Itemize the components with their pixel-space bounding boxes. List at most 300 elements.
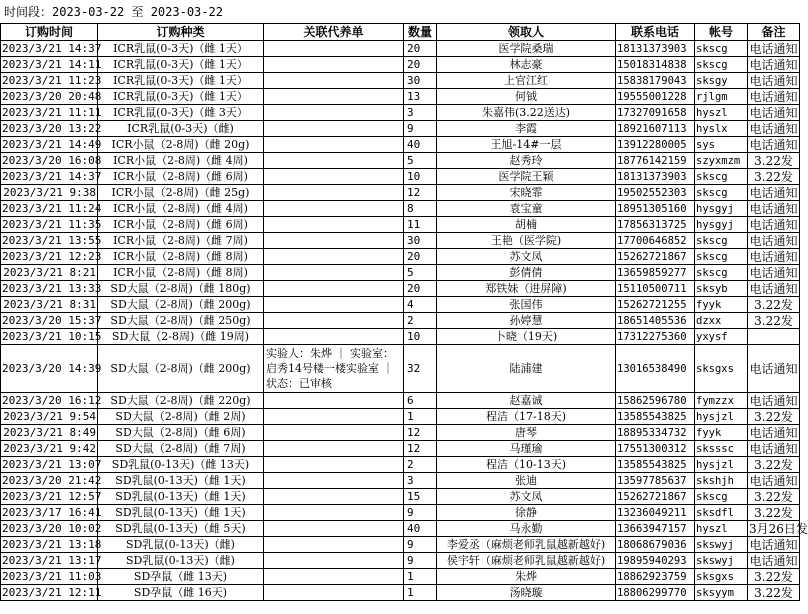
cell-phone: 19502552303 [616,185,695,201]
table-row [1,425,800,441]
cell-order-time: 2023/3/21 13:17 [2,553,102,567]
table-row [1,489,800,505]
cell-account: hysgyj [695,201,748,217]
table-row [1,121,800,137]
cell-related-order [264,121,404,137]
cell-quantity: 5 [404,153,437,169]
cell-related-order [264,249,404,265]
cell-related-order: 实验人：朱烨 ｜ 实验室：启秀14号楼一楼实验室 ｜ 状态：已审核 [264,345,404,393]
header-account: 帐号 [695,24,748,41]
cell-note: 电话通知 [749,57,798,72]
cell-order-time: 2023/3/20 15:37 [2,313,102,327]
cell-order-kind: SD孕鼠（雌 13天) [98,569,264,585]
cell-phone: 13585543825 [616,409,695,425]
cell-quantity: 11 [404,217,437,233]
table-row [1,537,800,553]
cell-order-kind: SD大鼠（2-8周)（雌 180g) [98,281,264,297]
cell-order-kind: SD乳鼠(0-13天)（雌 1天) [98,473,264,489]
cell-account: sksssc [695,441,748,457]
cell-related-order [264,233,404,249]
cell-phone: 19895940293 [616,553,695,569]
cell-quantity: 2 [404,313,437,329]
header-quantity: 数量 [404,24,437,41]
cell-account: rjlgm [695,89,748,105]
cell-note: 电话通知 [749,249,798,264]
cell-order-kind: SD大鼠（2-8周)（雌 220g) [98,393,264,409]
cell-quantity: 32 [404,345,437,393]
cell-account: skscg [695,41,748,57]
cell-phone: 18068679036 [616,537,695,553]
cell-receiver: 郑铁妹（进屏障) [437,281,616,297]
cell-receiver: 马永勤 [437,521,616,537]
cell-account: skscg [695,489,748,505]
cell-note: 电话通知 [749,393,798,408]
cell-note: 3.22发 [748,153,800,169]
cell-quantity: 30 [404,233,437,249]
cell-quantity: 20 [404,249,437,265]
cell-note: 电话通知 [749,41,798,56]
cell-order-time: 2023/3/21 8:49 [1,425,98,441]
table-row [1,441,800,457]
cell-account: skscg [695,185,748,201]
cell-order-time: 2023/3/21 9:54 [1,409,98,425]
cell-order-time: 2023/3/20 13:22 [2,121,102,135]
cell-phone: 18895334732 [616,425,695,441]
cell-order-kind: SD大鼠（2-8周)（雌 7周) [98,441,264,457]
cell-phone: 13585543825 [616,457,695,473]
cell-order-time: 2023/3/21 12:23 [2,249,102,263]
table-row [1,409,800,425]
cell-related-order [264,281,404,297]
cell-account: yxysf [695,329,748,345]
cell-note: 电话通知 [749,121,798,136]
cell-account: fymzzx [695,393,748,409]
table-row [1,473,800,489]
cell-order-kind: ICR乳鼠(0-3天)（雌 1天） [98,41,264,57]
cell-order-time: 2023/3/20 20:48 [2,89,102,103]
cell-receiver: 苏文凤 [437,249,616,265]
table-row [1,569,800,585]
table-row [1,153,800,169]
cell-note: 3.22发 [748,457,800,473]
cell-order-time: 2023/3/21 13:33 [2,281,102,295]
table-row [1,585,800,601]
cell-related-order [264,585,404,601]
cell-related-order [264,41,404,57]
cell-quantity: 1 [404,569,437,585]
cell-receiver: 程洁（10-13天) [437,457,616,473]
cell-order-kind: ICR小鼠（2-8周)（雌 6周) [98,217,264,233]
cell-phone: 17700646852 [616,233,695,249]
cell-phone: 15862596780 [616,393,695,409]
cell-account: hyszl [695,105,748,121]
cell-order-kind: SD大鼠（2-8周)（雌 200g) [98,345,264,393]
cell-account: sksgxs [695,345,748,393]
cell-note: 电话通知 [749,473,798,488]
cell-note: 电话通知 [749,185,798,200]
table-row [1,169,800,185]
cell-quantity: 12 [404,441,437,457]
cell-order-kind: ICR小鼠（2-8周)（雌 7周) [98,233,264,249]
cell-phone: 13016538490 [616,345,695,393]
cell-order-time: 2023/3/21 9:42 [1,441,98,457]
table-row [1,41,800,57]
cell-note: 3.22发 [748,297,800,313]
cell-order-kind: ICR小鼠（2-8周)（雌 8周) [98,265,264,281]
cell-quantity: 40 [404,521,437,537]
cell-note: 3.22发 [748,313,800,329]
cell-account: hysjzl [695,457,748,473]
cell-order-time: 2023/3/21 11:35 [2,217,102,231]
cell-quantity: 20 [404,41,437,57]
cell-quantity: 20 [404,57,437,73]
cell-account: sksgxs [695,569,748,585]
cell-order-kind: ICR乳鼠(0-3天)（雌 1天） [98,57,264,73]
cell-receiver: 程洁（17-18天) [437,409,616,425]
cell-account: sys [695,137,748,153]
table-row [1,57,800,73]
cell-order-kind: ICR小鼠（2-8周)（雌 8周) [98,249,264,265]
cell-order-kind: ICR小鼠（2-8周)（雌 25g) [98,185,264,201]
cell-related-order [264,553,404,569]
cell-receiver: 张迪 [437,473,616,489]
cell-order-kind: SD乳鼠(0-13天)（雌) [98,553,264,569]
cell-receiver: 朱嘉伟(3.22送达) [437,105,616,121]
table-row [1,233,800,249]
cell-account: sksyym [695,585,748,601]
cell-account: skscg [695,233,748,249]
table-row [1,265,800,281]
table-row [1,297,800,313]
cell-related-order [264,457,404,473]
cell-quantity: 12 [404,185,437,201]
cell-phone: 15262721255 [616,297,695,313]
table-row [1,105,800,121]
cell-related-order [264,425,404,441]
cell-phone: 18921607113 [616,121,695,137]
cell-order-time: 2023/3/21 14:49 [2,137,102,151]
cell-note: 电话通知 [749,217,798,232]
cell-order-time: 2023/3/21 11:11 [2,105,102,119]
cell-related-order [264,441,404,457]
cell-related-order [264,505,404,521]
cell-order-time: 2023/3/21 13:18 [2,537,102,551]
cell-quantity: 1 [404,409,437,425]
cell-order-kind: ICR乳鼠(0-3天)（雌 1天） [98,89,264,105]
table-header-row [1,24,800,41]
cell-related-order [264,57,404,73]
cell-note: 3.22发 [748,169,800,185]
cell-account: skshjh [695,473,748,489]
cell-related-order [264,489,404,505]
cell-order-kind: SD大鼠（2-8周)（雌 200g) [98,297,264,313]
cell-quantity: 10 [404,329,437,345]
cell-order-time: 2023/3/21 11:23 [2,73,102,87]
table-row [1,505,800,521]
cell-order-time: 2023/3/20 16:08 [2,153,102,167]
cell-quantity: 30 [404,73,437,89]
cell-phone: 13663947157 [616,521,695,537]
cell-note: 电话通知 [749,233,798,248]
cell-quantity: 3 [404,105,437,121]
cell-related-order [264,137,404,153]
cell-account: fyyk [695,425,748,441]
cell-receiver: 医学院王颖 [437,169,616,185]
header-order-time: 订购时间 [1,24,98,41]
cell-note: 电话通知 [749,281,798,296]
cell-phone: 15018314838 [616,57,695,73]
cell-quantity: 10 [404,169,437,185]
cell-related-order [264,569,404,585]
cell-related-order [264,409,404,425]
cell-phone: 15262721867 [616,489,695,505]
cell-receiver: 陆浦建 [437,345,616,393]
cell-receiver: 朱烨 [437,569,616,585]
table-row [1,521,800,537]
cell-order-kind: SD乳鼠(0-13天)（雌 1天) [98,505,264,521]
cell-account: skscg [695,249,748,265]
cell-phone: 18131373903 [616,41,695,57]
cell-quantity: 15 [404,489,437,505]
cell-receiver: 徐静 [437,505,616,521]
cell-phone: 18131373903 [616,169,695,185]
cell-phone: 18651405536 [616,313,695,329]
cell-quantity: 20 [404,281,437,297]
header-order-kind: 订购种类 [98,24,264,41]
table-row [1,201,800,217]
table-row [1,553,800,569]
cell-receiver: 苏文凤 [437,489,616,505]
cell-receiver: 袁宝童 [437,201,616,217]
cell-phone: 18951305160 [616,201,695,217]
cell-receiver: 卜晓（19天) [437,329,616,345]
cell-order-time: 2023/3/21 14:11 [2,57,102,71]
cell-order-kind: SD乳鼠(0-13天)（雌 5天) [98,521,264,537]
cell-phone: 19555001228 [616,89,695,105]
cell-note: 电话通知 [749,137,798,152]
cell-receiver: 何钺 [437,89,616,105]
cell-order-time: 2023/3/21 9:38 [1,185,98,201]
cell-phone: 18776142159 [616,153,695,169]
cell-note: 3.22发 [748,409,800,425]
cell-phone: 17551300312 [616,441,695,457]
cell-account: hysjzl [695,409,748,425]
cell-account: hyslx [695,121,748,137]
cell-order-time: 2023/3/21 13:55 [2,233,102,247]
cell-order-time: 2023/3/21 11:24 [2,201,102,215]
cell-order-kind: ICR小鼠（2-8周)（雌 20g) [98,137,264,153]
cell-quantity: 13 [404,89,437,105]
cell-order-time: 2023/3/20 14:39 [1,345,98,393]
cell-order-time: 2023/3/21 8:21 [1,265,98,281]
cell-account: skscg [695,57,748,73]
header-note: 备注 [748,24,800,41]
cell-note: 电话通知 [749,441,798,456]
cell-quantity: 3 [404,473,437,489]
cell-note: 电话通知 [749,201,798,216]
table-row [1,281,800,297]
cell-note: 3.22发 [748,585,800,601]
cell-order-time: 2023/3/21 8:31 [1,297,98,313]
cell-related-order [264,105,404,121]
cell-order-kind: SD乳鼠(0-13天)（雌 13天) [98,457,264,473]
cell-receiver: 赵嘉诚 [437,393,616,409]
cell-order-time: 2023/3/21 14:37 [2,169,102,183]
cell-account: hyszl [695,521,748,537]
cell-account: hysgyj [695,217,748,233]
cell-order-kind: SD大鼠（2-8周)（雌 6周) [98,425,264,441]
cell-account: fyyk [695,297,748,313]
cell-phone: 15838179043 [616,73,695,89]
order-table [0,23,808,601]
cell-account: skswyj [695,553,748,569]
table-row [1,249,800,265]
cell-phone: 18806299770 [616,585,695,601]
cell-related-order [264,217,404,233]
cell-receiver: 宋晓霏 [437,185,616,201]
cell-order-kind: ICR乳鼠(0-3天)（雌 1天） [98,73,264,89]
cell-quantity: 9 [404,505,437,521]
cell-quantity: 5 [404,265,437,281]
cell-note: 3.22发 [748,489,800,505]
cell-note: 电话通知 [749,537,798,552]
cell-order-kind: ICR小鼠（2-8周)（雌 4周) [98,153,264,169]
cell-related-order [264,297,404,313]
cell-receiver: 上官江红 [437,73,616,89]
cell-receiver: 医学院桑瑞 [437,41,616,57]
cell-order-kind: SD大鼠（2-8周)（雌 2周) [98,409,264,425]
cell-order-kind: ICR小鼠（2-8周)（雌 4周) [98,201,264,217]
cell-related-order [264,89,404,105]
cell-order-kind: SD孕鼠（雌 16天) [98,585,264,601]
cell-order-time: 2023/3/21 12:57 [2,489,102,503]
cell-account: skscg [695,265,748,281]
cell-quantity: 12 [404,425,437,441]
cell-receiver: 王艳（医学院) [437,233,616,249]
cell-related-order [264,201,404,217]
cell-account: szyxmzm [695,153,748,169]
cell-order-kind: ICR小鼠（2-8周)（雌 6周) [98,169,264,185]
cell-quantity: 9 [404,537,437,553]
cell-quantity: 8 [404,201,437,217]
cell-note: 电话通知 [749,105,798,120]
header-receiver: 领取人 [437,24,616,41]
cell-quantity: 40 [404,137,437,153]
cell-phone: 15262721867 [616,249,695,265]
cell-order-time: 2023/3/21 10:15 [2,329,102,343]
cell-related-order [264,313,404,329]
cell-receiver: 李霞 [437,121,616,137]
table-row [1,393,800,409]
cell-related-order [264,153,404,169]
cell-receiver: 林志豪 [437,57,616,73]
cell-phone: 13912280005 [616,137,695,153]
cell-order-kind: SD乳鼠(0-13天)（雌) [98,537,264,553]
cell-receiver: 张国伟 [437,297,616,313]
cell-quantity: 1 [404,585,437,601]
cell-order-kind: SD大鼠（2-8周)（雌 19周) [98,329,264,345]
cell-receiver: 赵秀玲 [437,153,616,169]
cell-phone: 13659859277 [616,265,695,281]
header-related-order: 关联代养单 [264,24,404,41]
cell-order-time: 2023/3/21 11:03 [2,569,102,583]
cell-related-order [264,393,404,409]
header-phone: 联系电话 [616,24,695,41]
cell-related-order [264,73,404,89]
cell-phone: 17312275360 [616,329,695,345]
cell-phone: 18862923759 [616,569,695,585]
cell-phone: 17327091658 [616,105,695,121]
cell-order-time: 2023/3/21 13:07 [2,457,102,471]
cell-quantity: 9 [404,121,437,137]
cell-order-kind: SD乳鼠(0-13天)（雌 1天) [98,489,264,505]
cell-account: sksyb [695,281,748,297]
cell-receiver: 马瑾瑜 [437,441,616,457]
cell-receiver: 李爱丞（麻烦老师乳鼠越新越好) [437,537,616,553]
time-period-label: 时间段：2023-03-22 至 2023-03-22 [4,5,223,19]
cell-account: dzxx [695,313,748,329]
table-row [1,73,800,89]
cell-receiver: 孙婷慧 [437,313,616,329]
table-row [1,137,800,153]
cell-receiver: 侯宇轩（麻烦老师乳鼠越新越好) [437,553,616,569]
cell-receiver: 王旭-14#一层 [437,137,616,153]
cell-note: 电话通知 [749,553,798,568]
cell-order-kind: SD大鼠（2-8周)（雌 250g) [98,313,264,329]
cell-order-time: 2023/3/17 16:41 [2,505,102,519]
cell-note: 3.22发 [748,505,800,521]
table-row [1,217,800,233]
cell-note: 电话通知 [749,73,798,88]
cell-order-kind: ICR乳鼠(0-3天)（雌 3天） [98,105,264,121]
cell-note: 电话通知 [748,345,800,393]
table-row [1,345,800,393]
cell-note: 3月26日发 [749,521,808,536]
cell-note: 电话通知 [749,265,798,280]
cell-related-order [264,265,404,281]
cell-quantity: 2 [404,457,437,473]
cell-receiver: 胡楠 [437,217,616,233]
table-row [1,89,800,105]
cell-note: 电话通知 [749,89,798,104]
table-row [1,313,800,329]
cell-account: sksdfl [695,505,748,521]
cell-order-kind: ICR乳鼠(0-3天)（雌) [98,121,264,137]
cell-receiver: 彭倩倩 [437,265,616,281]
cell-receiver: 唐琴 [437,425,616,441]
cell-account: skswyj [695,537,748,553]
cell-phone: 15110500711 [616,281,695,297]
cell-quantity: 4 [404,297,437,313]
cell-order-time: 2023/3/20 21:42 [2,473,102,487]
cell-related-order [264,169,404,185]
cell-note [748,329,800,345]
cell-account: sksgy [695,73,748,89]
cell-phone: 13597785637 [616,473,695,489]
cell-quantity: 9 [404,553,437,569]
cell-note: 3.22发 [748,569,800,585]
cell-phone: 13236049211 [616,505,695,521]
cell-related-order [264,329,404,345]
cell-account: skscg [695,169,748,185]
table-row [1,185,800,201]
cell-order-time: 2023/3/20 10:02 [2,521,102,535]
cell-related-order [264,473,404,489]
cell-order-time: 2023/3/21 12:11 [2,585,102,599]
table-row [1,457,800,473]
cell-quantity: 6 [404,393,437,409]
cell-related-order [264,537,404,553]
